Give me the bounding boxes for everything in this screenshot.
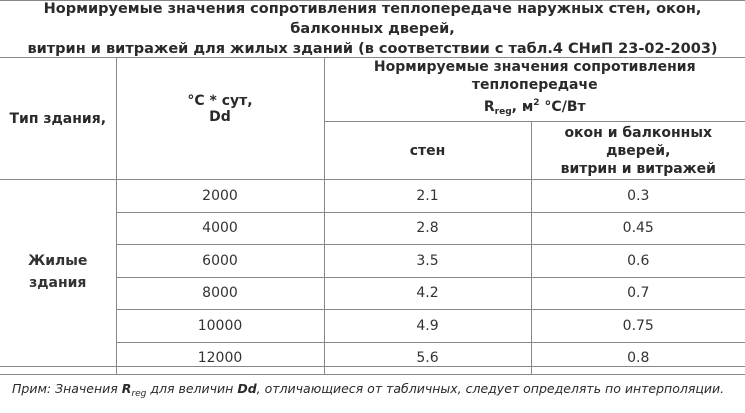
header-walls (324, 122, 531, 180)
cell-windows: 0.3 (531, 180, 745, 213)
resistance-table (0, 57, 745, 375)
cell-windows: 0.8 (531, 342, 745, 375)
header-windows-line-2: витрин и витражей (560, 160, 716, 177)
title-line-1: Нормируемые значения сопротивления теплопередаче наружных стен, окон, балконных дверей, (43, 1, 702, 37)
table-row (0, 180, 745, 213)
note-middle: для величин (146, 381, 238, 396)
header-windows (531, 122, 745, 180)
cell-windows: 0.6 (531, 245, 745, 278)
cell-dd: 2000 (116, 180, 324, 213)
table-note (0, 366, 745, 413)
header-dd-line-1: °С * сут, (187, 92, 253, 109)
header-building-type (0, 58, 116, 180)
cell-walls: 5.6 (324, 342, 531, 375)
header-resistance-group (324, 58, 745, 122)
note-dd: Dd (237, 381, 257, 396)
cell-windows: 0.75 (531, 310, 745, 343)
header-walls-label: стен (409, 142, 446, 159)
cell-dd: 10000 (116, 310, 324, 343)
header-building-type-label: Тип здания, (9, 110, 107, 127)
unit-r: R (483, 99, 495, 115)
cell-walls: 4.2 (324, 277, 531, 310)
unit-tail: °С/Вт (539, 99, 586, 115)
title-line-2: витрин и витражей для жилых зданий (в соответствии с табл.4 СНиП 23-02-2003) (27, 41, 718, 57)
cell-walls: 4.9 (324, 310, 531, 343)
table-title (0, 0, 745, 57)
unit-sup: 2 (533, 98, 540, 108)
header-group-unit (329, 94, 742, 121)
unit-r-sub: reg (494, 107, 512, 117)
building-type-line-2: здания (29, 275, 87, 291)
building-type-cell (0, 180, 116, 375)
unit-m: , м (511, 99, 534, 115)
cell-walls: 3.5 (324, 245, 531, 278)
cell-dd: 6000 (116, 245, 324, 278)
note-r-sub: reg (131, 389, 147, 399)
note-prefix: Прим: Значения (12, 381, 122, 396)
building-type-line-1: Жилые (28, 253, 88, 269)
header-group-label: Нормируемые значения сопротивления теплопередаче (373, 59, 696, 93)
cell-dd: 12000 (116, 342, 324, 375)
cell-walls: 2.8 (324, 212, 531, 245)
header-dd-line-2: Dd (209, 108, 231, 125)
cell-dd: 8000 (116, 277, 324, 310)
cell-walls: 2.1 (324, 180, 531, 213)
cell-windows: 0.7 (531, 277, 745, 310)
cell-dd: 4000 (116, 212, 324, 245)
header-windows-line-1: окон и балконных дверей, (564, 124, 713, 159)
header-degree-days (116, 58, 324, 180)
note-r: R (121, 381, 132, 396)
note-suffix: , отличающиеся от табличных, следует определять по интерполяции. (256, 381, 725, 396)
cell-windows: 0.45 (531, 212, 745, 245)
